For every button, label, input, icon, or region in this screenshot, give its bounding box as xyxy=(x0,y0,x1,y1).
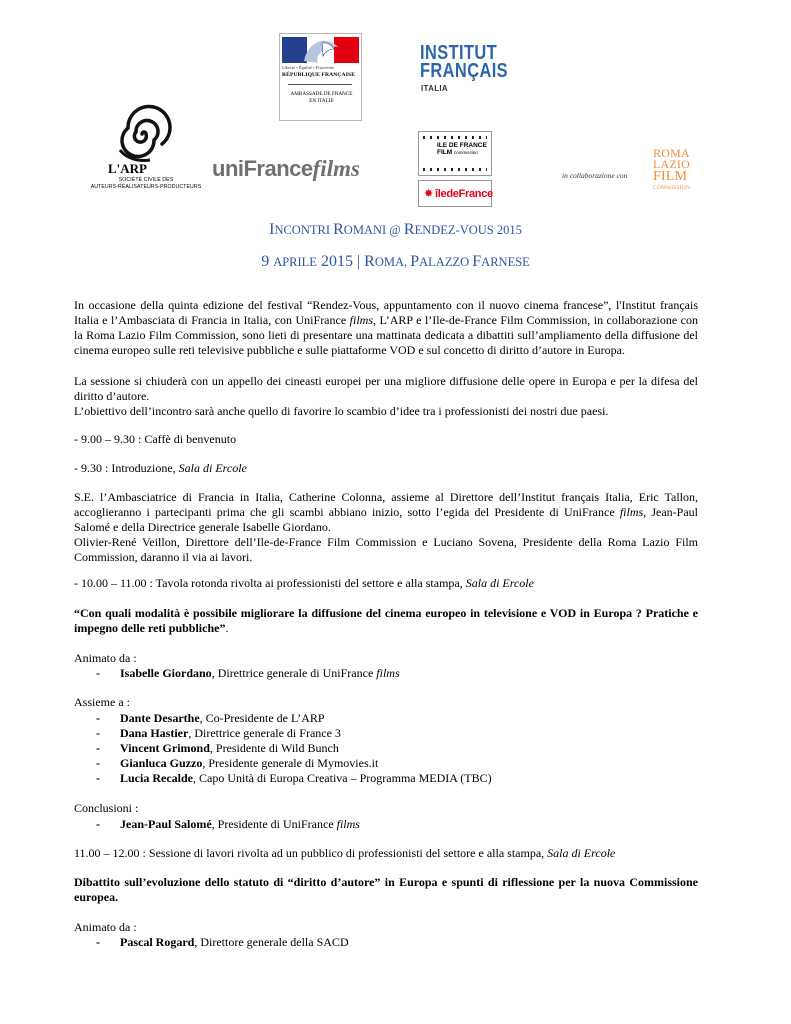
rf-motto: Liberté • Égalité • Fraternité xyxy=(282,65,335,70)
rf-ambassade-line2: EN ITALIE xyxy=(309,98,334,104)
rl-line3: FILM xyxy=(653,169,688,184)
panel-label: Assieme a : xyxy=(74,695,130,709)
schedule-roundtable: - 10.00 – 11.00 : Tavola rotonda rivolta ai professionisti del settore e alla stampa, Sala di Ercole xyxy=(74,576,534,590)
idf-film-line1: ILE DE FRANCE xyxy=(437,142,487,149)
panelist-role: , Presidente di Wild Bunch xyxy=(209,741,339,755)
film-perforation-bottom xyxy=(423,168,487,171)
moderator-label-2: Animato da : xyxy=(74,920,137,934)
film-perforation-top xyxy=(423,136,487,139)
event-date-place: 9 APRILE 2015 | ROMA, PALAZZO FARNESE xyxy=(261,253,530,270)
panelist-name: Dante Desarthe xyxy=(120,711,200,725)
list-dash: - xyxy=(96,817,100,831)
conclusions-label: Conclusioni : xyxy=(74,801,139,815)
idf-film-commission: commission xyxy=(453,150,478,155)
star-icon: ✸ xyxy=(424,188,434,200)
list-dash: - xyxy=(96,756,100,770)
opening-paragraph: Olivier-René Veillon, Direttore dell’Ile-de-France Film Commission e Luciano Sovena, Presidente della Roma Lazio Film Commission, daranno il via ai lavori. xyxy=(74,535,698,564)
rl-line2: LAZIO xyxy=(653,157,690,171)
uf-main: uniFrance xyxy=(212,156,313,181)
list-dash: - xyxy=(96,771,100,785)
panelist-role: , Direttrice generale di France 3 xyxy=(188,726,341,740)
rf-ambassade-line1: AMBASSADE DE FRANCE xyxy=(290,91,353,97)
list-dash: - xyxy=(96,741,100,755)
idf-film-line2 xyxy=(437,149,487,156)
closing-paragraph: La sessione si chiuderà con un appello dei cineasti europei per una migliore diffusione delle opere in Europa e per la difesa del diritto d’autore. xyxy=(74,374,698,403)
ile-de-france-film-logo xyxy=(418,131,492,176)
list-dash: - xyxy=(96,711,100,725)
panelist-role: , Presidente generale di Mymovies.it xyxy=(202,756,379,770)
rl-line4: COMMISSION xyxy=(653,185,691,191)
rf-ambassade xyxy=(282,91,361,105)
list-dash: - xyxy=(96,726,100,740)
objective-paragraph: L’obiettivo dell’incontro sarà anche quello di favorire lo scambio d’idee tra i professionisti dei nostri due paesi. xyxy=(74,404,609,418)
idf-film-film: FILM xyxy=(437,149,453,156)
roundtable-question: “Con quali modalità è possibile migliorare la diffusione del cinema europeo in televisione e VOD in Europa ? Pratiche e impegno delle reti pubbliche”. xyxy=(74,606,698,635)
arp-subtitle-line2: AUTEURS-RÉALISATEURS-PRODUCTEURS xyxy=(90,184,202,190)
intro-paragraph: In occasione della quinta edizione del festival “Rendez-Vous, appuntamento con il nuovo cinema francese”, l'Institut français Italia e l’Ambasciata di Francia in Italia, con UniFrance films, L’ARP e l’Ile-de-France Film Commission, in collaborazione con la Roma Lazio Film Commission, sono lieti di presentare una mattinata dedicata a dibattiti sull’ampliamento della diffusione del cinema europeo sulle reti televisive pubbliche e sulle piattaforme VOD e sul concetto di diritto d’autore in Europa. xyxy=(74,298,699,357)
uf-italic: films xyxy=(312,156,360,181)
panelist-name: Dana Hastier xyxy=(120,726,189,740)
arp-spiral-icon xyxy=(112,104,176,164)
ile-de-france-region-logo xyxy=(418,180,492,207)
moderator-2: Pascal Rogard, Direttore generale della SACD xyxy=(120,935,349,949)
list-dash: - xyxy=(96,666,100,680)
moderator-1: Isabelle Giordano, Direttrice generale di UniFrance films xyxy=(120,666,400,680)
event-title: INCONTRI ROMANI @ RENDEZ-VOUS 2015 xyxy=(269,221,522,238)
panelist-role: , Co-Presidente de L’ARP xyxy=(199,711,325,725)
schedule-session: 11.00 – 12.00 : Sessione di lavori rivolta ad un pubblico di professionisti del settore e alla stampa, Sala di Ercole xyxy=(74,846,616,860)
session-question: Dibattito sull’evoluzione dello statuto di “diritto d’autore” in Europa e spunti di riflessione per la nuova Commissione europea. xyxy=(74,875,698,904)
rf-divider xyxy=(288,84,352,85)
panelist-name: Lucia Recalde xyxy=(120,771,193,785)
panelist-name: Gianluca Guzzo xyxy=(120,756,203,770)
institut-francais-logo xyxy=(420,44,520,99)
conclusions-speaker: Jean-Paul Salomé, Presidente di UniFrance films xyxy=(120,817,360,831)
arp-title: L'ARP xyxy=(108,161,147,176)
schedule-intro: - 9.30 : Introduzione, Sala di Ercole xyxy=(74,461,247,475)
unifrance-logo xyxy=(212,156,402,186)
if-line3: ITALIA xyxy=(421,84,448,93)
marianne-flag-icon xyxy=(282,37,359,63)
roma-lazio-logo xyxy=(653,148,699,193)
panelist-name: Vincent Grimond xyxy=(120,741,210,755)
republique-francaise-logo xyxy=(279,33,362,121)
idf-film-text xyxy=(437,142,487,156)
arp-subtitle-line1: SOCIÉTÉ CIVILE DES xyxy=(118,177,174,183)
list-dash: - xyxy=(96,935,100,949)
arp-subtitle xyxy=(86,177,206,191)
idf-region-text: îledeFrance xyxy=(435,188,493,200)
rl-line1: ROMA xyxy=(653,146,690,160)
if-line1: INSTITUT xyxy=(420,42,498,64)
arp-logo xyxy=(82,100,208,196)
panelist-role: , Capo Unità di Europa Creativa – Programma MEDIA (TBC) xyxy=(193,771,492,785)
moderator-label-1: Animato da : xyxy=(74,651,137,665)
welcome-paragraph: S.E. l’Ambasciatrice di Francia in Italia, Catherine Colonna, assieme al Direttore dell’Institut français Italia, Eric Tallon, accoglieranno i partecipanti prima che gli scambi abbiano inizio, sotto l’egida del Presidente di UniFrance films, Jean-Paul Salomé e della Directrice generale Isabelle Giordano. xyxy=(74,490,699,534)
collaboration-label: in collaborazione con xyxy=(562,171,628,180)
panelist xyxy=(120,726,341,741)
rf-name: RÉPUBLIQUE FRANÇAISE xyxy=(282,72,356,78)
panelist xyxy=(120,711,325,726)
schedule-welcome: - 9.00 – 9.30 : Caffè di benvenuto xyxy=(74,432,237,446)
panelist xyxy=(120,771,492,786)
panelist xyxy=(120,741,339,756)
panelist xyxy=(120,756,378,771)
if-line2: FRANÇAIS xyxy=(420,60,509,82)
